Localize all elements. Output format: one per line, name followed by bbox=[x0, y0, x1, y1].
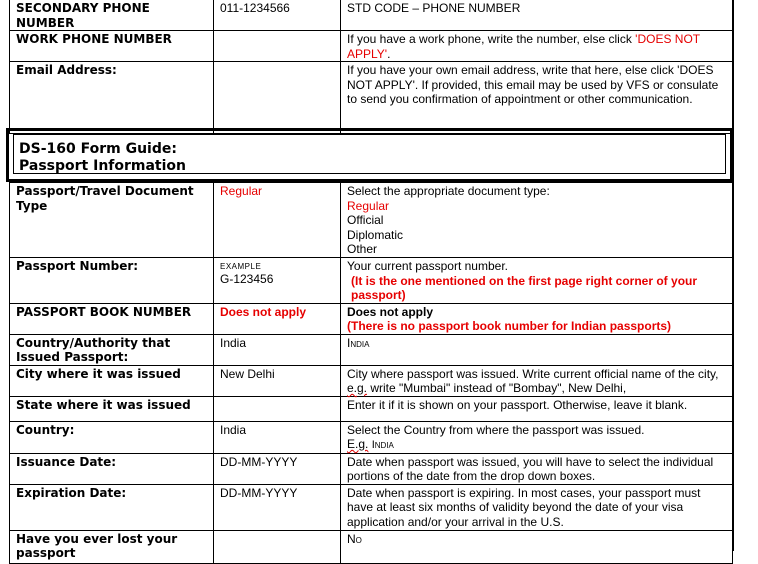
contact-table bbox=[9, 0, 733, 134]
row-note: Select the appropriate document type: Regular Official Diplomatic Other bbox=[341, 183, 733, 258]
row-value: India bbox=[214, 421, 341, 453]
row-value bbox=[214, 530, 341, 563]
passport-number-example: G-123456 bbox=[220, 272, 274, 286]
row-value bbox=[214, 31, 341, 62]
row-label: Expiration Date: bbox=[10, 484, 214, 530]
section-title bbox=[19, 141, 186, 175]
row-note: India bbox=[341, 334, 733, 365]
row-note: Does not apply (There is no passport book number for Indian passports) bbox=[341, 303, 733, 334]
row-label: State where it was issued bbox=[10, 396, 214, 421]
row-label: Passport Number: bbox=[10, 258, 214, 304]
table-row bbox=[10, 396, 733, 421]
row-note: City where passport was issued. Write current official name of the city, e.g. write "Mumbai" instead of "Bombay", New Delhi, bbox=[341, 365, 733, 396]
row-value: DD-MM-YYYY bbox=[214, 453, 341, 484]
does-not-apply-link[interactable]: 'DOES NOT APPLY' bbox=[347, 32, 700, 61]
row-value bbox=[214, 62, 341, 134]
option-regular: Regular bbox=[347, 198, 390, 213]
table-row bbox=[10, 31, 733, 62]
row-value: Regular bbox=[214, 183, 341, 258]
page-edge-line bbox=[733, 0, 734, 551]
row-note: If you have a work phone, write the number, else click 'DOES NOT APPLY'. bbox=[341, 31, 733, 62]
row-note: Enter it if it is shown on your passport. Otherwise, leave it blank. bbox=[341, 396, 733, 421]
row-label: SECONDARY PHONE NUMBER bbox=[10, 0, 214, 31]
example-label: EXAMPLE bbox=[220, 262, 262, 271]
row-value: Does not apply bbox=[214, 303, 341, 334]
table-row bbox=[10, 303, 733, 334]
row-value: India bbox=[214, 334, 341, 365]
row-label: Passport/Travel Document Type bbox=[10, 183, 214, 258]
table-row bbox=[10, 258, 733, 304]
row-label: Have you ever lost your passport bbox=[10, 530, 214, 563]
option-official: Official bbox=[347, 213, 384, 227]
table-row bbox=[10, 0, 733, 31]
passport-table bbox=[9, 182, 733, 564]
row-label: PASSPORT BOOK NUMBER bbox=[10, 303, 214, 334]
table-row bbox=[10, 365, 733, 396]
row-label: City where it was issued bbox=[10, 365, 214, 396]
row-value bbox=[214, 396, 341, 421]
row-value: New Delhi bbox=[214, 365, 341, 396]
table-row bbox=[10, 421, 733, 453]
option-other: Other bbox=[347, 242, 378, 256]
row-label: Country/Authority that Issued Passport: bbox=[10, 334, 214, 365]
row-note: If you have your own email address, write that here, else click 'DOES NOT APPLY'. If provided, this email may be used by VFS or consulate to send you confirmation of appointment or other communication. bbox=[341, 62, 733, 134]
row-value bbox=[214, 258, 341, 304]
section-header bbox=[6, 128, 733, 182]
section-header-inner bbox=[13, 134, 726, 174]
row-value: DD-MM-YYYY bbox=[214, 484, 341, 530]
table-row bbox=[10, 62, 733, 134]
row-label: Issuance Date: bbox=[10, 453, 214, 484]
row-note: Select the Country from where the passport was issued. E.g. India bbox=[341, 421, 733, 453]
table-row bbox=[10, 183, 733, 258]
section-title-line2: Passport Information bbox=[19, 158, 187, 174]
row-note: STD CODE – PHONE NUMBER bbox=[341, 0, 733, 31]
row-label: Email Address: bbox=[10, 62, 214, 134]
option-diplomatic: Diplomatic bbox=[347, 227, 404, 242]
row-label: Country: bbox=[10, 421, 214, 453]
row-note: Date when passport was issued, you will have to select the individual portions of the date from the drop down boxes. bbox=[341, 453, 733, 484]
section-title-line1: DS-160 Form Guide: bbox=[19, 141, 177, 157]
row-value: 011-1234566 bbox=[214, 0, 341, 31]
row-label: WORK PHONE NUMBER bbox=[10, 31, 214, 62]
table-row bbox=[10, 484, 733, 530]
row-note: No bbox=[341, 530, 733, 563]
table-row bbox=[10, 453, 733, 484]
table-row bbox=[10, 530, 733, 563]
row-note: Your current passport number. (It is the one mentioned on the first page right corner of your passport) bbox=[341, 258, 733, 304]
row-note: Date when passport is expiring. In most cases, your passport must have at least six months of validity beyond the date of your visa application and/or your arrival in the U.S. bbox=[341, 484, 733, 530]
table-row bbox=[10, 334, 733, 365]
